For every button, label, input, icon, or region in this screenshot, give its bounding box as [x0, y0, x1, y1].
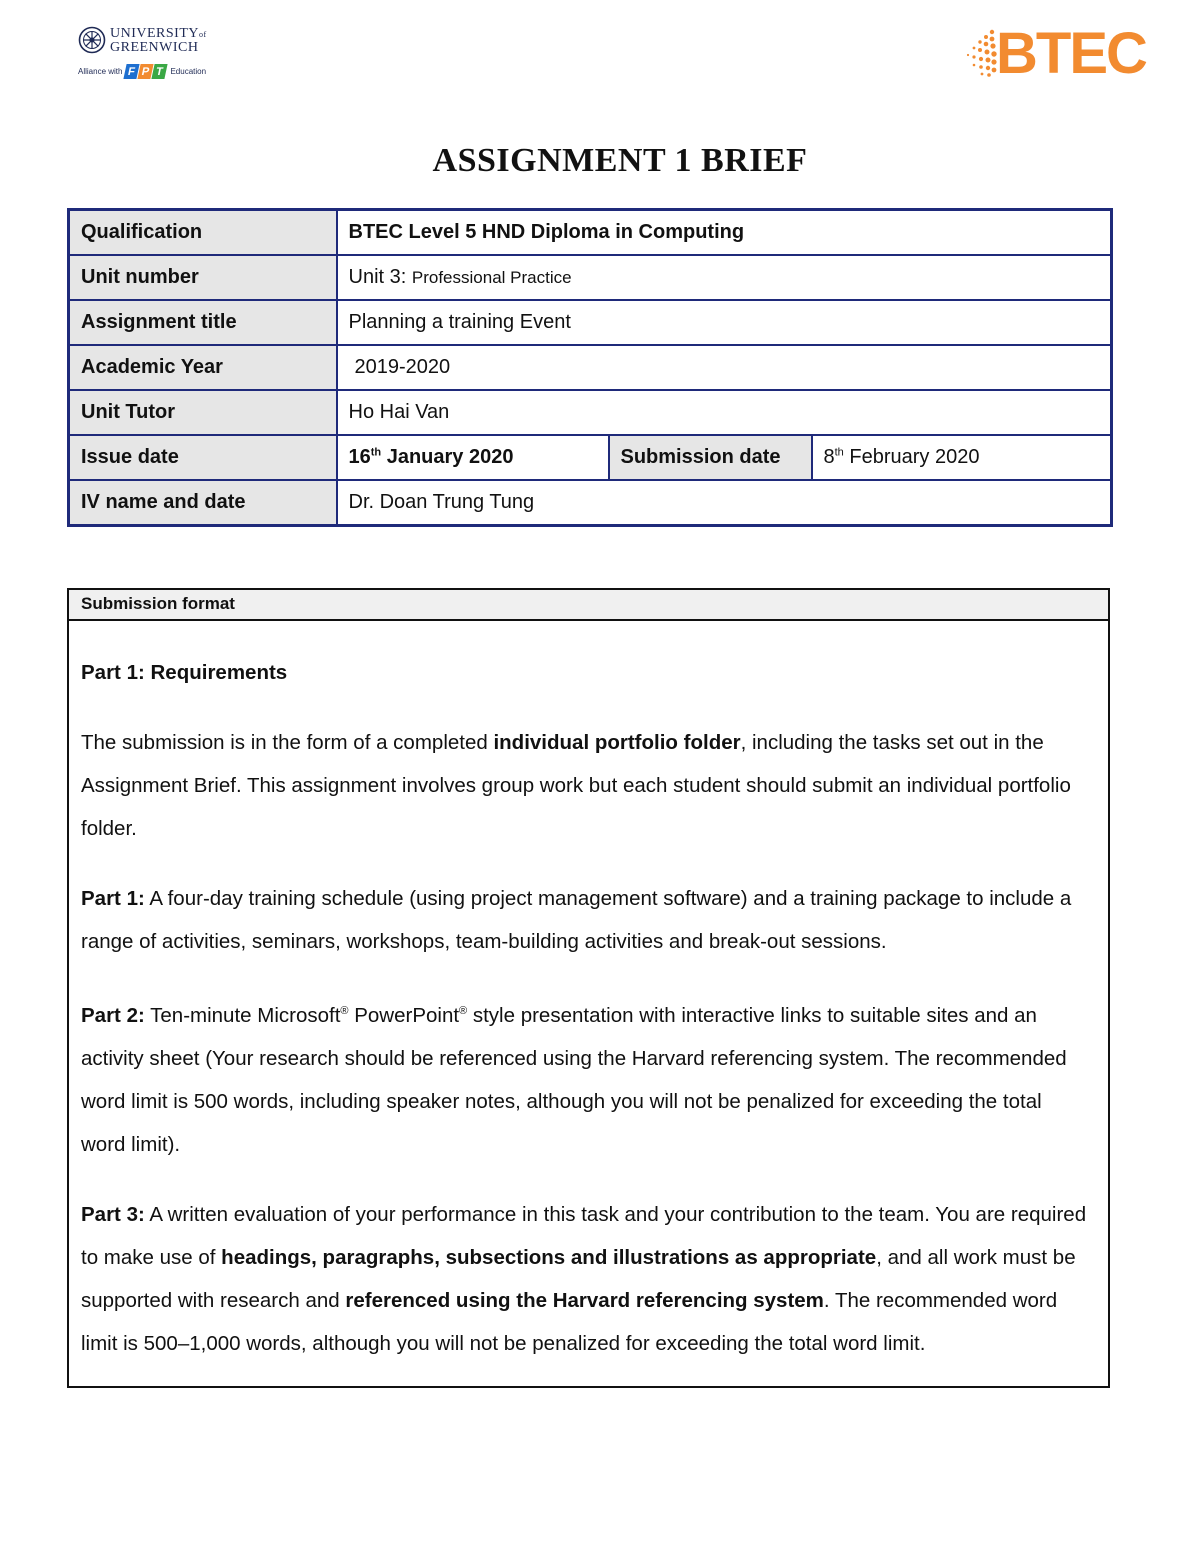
- submission-format-body: [69, 621, 1108, 1365]
- unit-number-prefix: Unit 3:: [348, 266, 407, 288]
- part-1-paragraph: Part 1: A four-day training schedule (using project management software) and a training package to include a range of activities, seminars, workshops, team-building activities and break-out sessions.: [81, 887, 1072, 953]
- table-row: [69, 255, 1112, 300]
- iv-name-label: IV name and date: [69, 480, 337, 526]
- submission-date-value: 8th February 2020: [812, 435, 1112, 480]
- table-row: [69, 210, 1112, 256]
- academic-year-value: 2019-2020: [337, 345, 1112, 390]
- unit-number-value: Professional Practice: [411, 268, 572, 287]
- fpt-alliance: [78, 64, 238, 79]
- unit-tutor-label: Unit Tutor: [69, 390, 337, 435]
- academic-year-label: Academic Year: [69, 345, 337, 390]
- submission-date-label: Submission date: [609, 435, 812, 480]
- assignment-info-table: [67, 208, 1113, 527]
- requirements-heading: Part 1: Requirements: [81, 661, 288, 684]
- unit-tutor-value: Ho Hai Van: [337, 390, 1112, 435]
- fpt-letter-t: T: [152, 64, 168, 79]
- submission-format-box: [67, 588, 1110, 1388]
- intro-paragraph: The submission is in the form of a completed individual portfolio folder, including the tasks set out in the Assignment Brief. This assignment involves group work but each student should submit an individual portfolio folder.: [81, 731, 1071, 840]
- iv-name-value: Dr. Doan Trung Tung: [337, 480, 1112, 526]
- fpt-letter-p: P: [138, 64, 154, 79]
- btec-wordmark: BTEC: [996, 21, 1146, 86]
- btec-logo: [962, 21, 1162, 86]
- greenwich-crest-icon: [78, 26, 106, 54]
- part-3-paragraph: Part 3: A written evaluation of your performance in this task and your contribution to the team. You are required to make use of headings, paragraphs, subsections and illustrations as appropriate, and all work must be supported with research and referenced using the Harvard referencing system. The recommended word limit is 500–1,000 words, although you will not be penalized for exceeding the total word limit.: [81, 1202, 1087, 1355]
- page-title: ASSIGNMENT 1 BRIEF: [432, 142, 808, 179]
- table-row: [69, 300, 1112, 345]
- assignment-title-label: Assignment title: [69, 300, 337, 345]
- unit-number-cell: [337, 255, 1112, 300]
- issue-date-label: Issue date: [69, 435, 337, 480]
- greenwich-wordmark: UNIVERSITYof GREENWICH: [110, 25, 207, 55]
- fpt-letter-f: F: [124, 64, 140, 79]
- table-row: [69, 390, 1112, 435]
- part-2-paragraph: Part 2: Ten-minute Microsoft® PowerPoint® style presentation with interactive links to suitable sites and an activity sheet (Your research should be referenced using the Harvard referencing system. The recommended word limit is 500 words, including speaker notes, although you will not be penalized for exceeding the total word limit).: [81, 1003, 1067, 1156]
- university-greenwich-logo: [78, 26, 238, 96]
- submission-format-header: Submission format: [69, 590, 1108, 621]
- qualification-label: Qualification: [69, 210, 337, 256]
- issue-date-value: 16th January 2020: [337, 435, 609, 480]
- fpt-logo: [125, 64, 167, 79]
- table-row: [69, 345, 1112, 390]
- assignment-title-value: Planning a training Event: [337, 300, 1112, 345]
- table-row: [69, 435, 1112, 480]
- btec-dots-icon: [962, 28, 1000, 80]
- qualification-value: BTEC Level 5 HND Diploma in Computing: [337, 210, 1112, 256]
- education-text: Education: [170, 67, 207, 76]
- table-row: [69, 480, 1112, 526]
- unit-number-label: Unit number: [69, 255, 337, 300]
- alliance-text: Alliance with: [78, 67, 123, 76]
